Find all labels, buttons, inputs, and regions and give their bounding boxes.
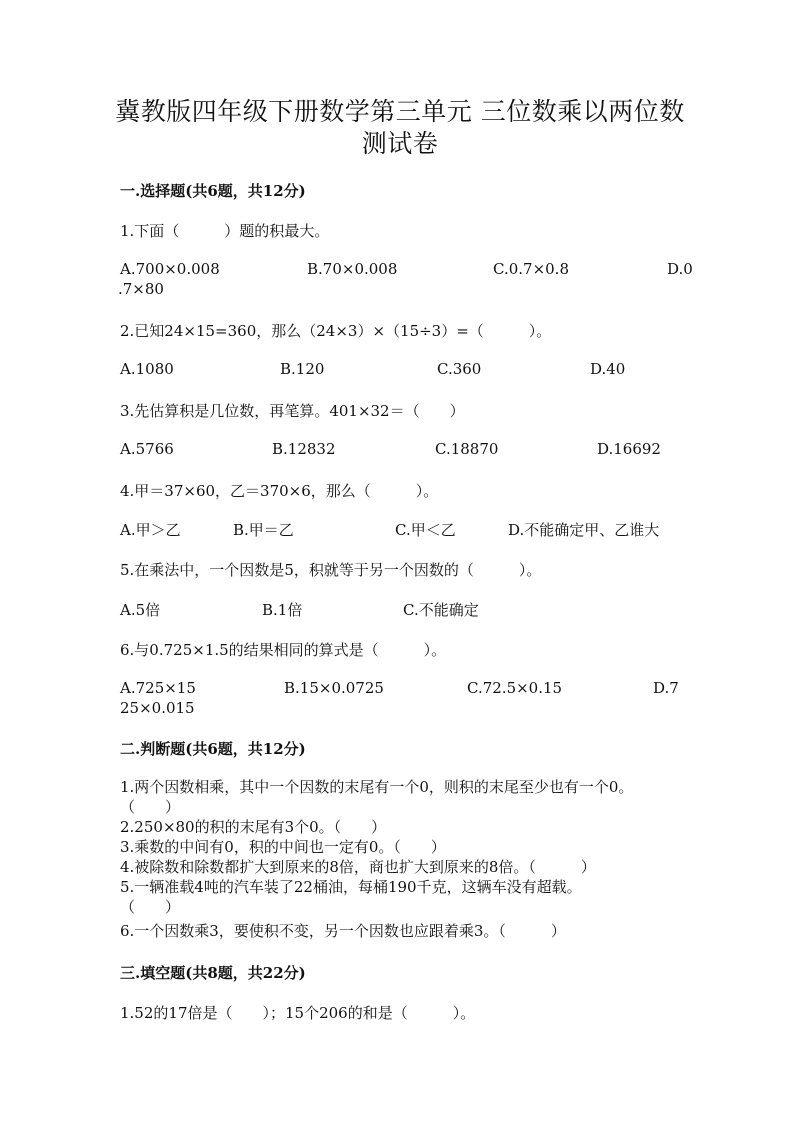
page-title	[0, 96, 800, 160]
choice-q6-option-c: C.72.5×0.15	[467, 679, 563, 697]
choice-q3-option-d: D.16692	[597, 440, 661, 458]
choice-q2-option-c: C.360	[437, 360, 482, 378]
choice-q1-option-d: D.0	[667, 260, 693, 278]
choice-q4-option-b: B.甲＝乙	[233, 521, 294, 539]
choice-question-1: 1.下面（ ）题的积最大。	[120, 222, 330, 240]
choice-q4-option-d: D.不能确定甲、乙谁大	[508, 521, 660, 539]
judge-line-5-blank: （ ）	[120, 898, 181, 916]
title-line-2: 测试卷	[361, 129, 439, 158]
choice-q3-option-a: A.5766	[120, 440, 174, 458]
choice-q1-option-a: A.700×0.008	[120, 260, 220, 278]
choice-q5-option-b: B.1倍	[262, 601, 303, 619]
judge-line-1-blank: （ ）	[120, 798, 181, 816]
choice-q6-option-b: B.15×0.0725	[284, 679, 384, 697]
section-heading-choice: 一.选择题(共6题，共12分)	[120, 182, 306, 200]
choice-q6-option-a: A.725×15	[120, 679, 196, 697]
choice-question-6: 6.与0.725×1.5的结果相同的算式是（ ）。	[120, 641, 447, 659]
title-line-1: 冀教版四年级下册数学第三单元 三位数乘以两位数	[115, 97, 685, 126]
choice-q3-option-b: B.12832	[272, 440, 336, 458]
judge-line-1: 1.两个因数相乘，其中一个因数的末尾有一个0，则积的末尾至少也有一个0。	[120, 778, 634, 796]
judge-line-2: 2.250×80的积的末尾有3个0。（ ）	[120, 818, 387, 836]
choice-q1-option-c: C.0.7×0.8	[493, 260, 569, 278]
choice-q5-option-c: C.不能确定	[403, 601, 479, 619]
choice-q2-option-b: B.120	[280, 360, 325, 378]
choice-q1-option-b: B.70×0.008	[307, 260, 398, 278]
choice-question-3: 3.先估算积是几位数，再笔算。401×32＝（ ）	[120, 402, 465, 420]
choice-q2-option-a: A.1080	[120, 360, 174, 378]
choice-q3-option-c: C.18870	[435, 440, 499, 458]
choice-q6-option-d: D.7	[653, 679, 679, 697]
choice-q6-option-d-wrap: 25×0.015	[120, 699, 195, 717]
judge-line-6: 6.一个因数乘3，要使积不变，另一个因数也应跟着乘3。（ ）	[120, 922, 566, 940]
section-heading-judge: 二.判断题(共6题，共12分)	[120, 740, 306, 758]
choice-question-4: 4.甲＝37×60，乙＝370×6，那么（ ）。	[120, 482, 439, 500]
choice-q2-option-d: D.40	[590, 360, 626, 378]
judge-line-4: 4.被除数和除数都扩大到原来的8倍，商也扩大到原来的8倍。（ ）	[120, 858, 596, 876]
choice-q1-option-d-wrap: .7×80	[118, 280, 164, 298]
section-heading-fill: 三.填空题(共8题，共22分)	[120, 964, 306, 982]
choice-q4-option-c: C.甲＜乙	[395, 521, 456, 539]
judge-line-5: 5.一辆准载4吨的汽车装了22桶油，每桶190千克，这辆车没有超载。	[120, 878, 582, 896]
choice-question-2: 2.已知24×15=360，那么（24×3）×（15÷3）=（ ）。	[120, 322, 552, 340]
judge-line-3: 3.乘数的中间有0，积的中间也一定有0。（ ）	[120, 838, 446, 856]
fill-question-1: 1.52的17倍是（ ）；15个206的和是（ ）。	[120, 1004, 476, 1022]
choice-q4-option-a: A.甲＞乙	[120, 521, 181, 539]
choice-q5-option-a: A.5倍	[120, 601, 161, 619]
choice-question-5: 5.在乘法中，一个因数是5，积就等于另一个因数的（ ）。	[120, 561, 542, 579]
